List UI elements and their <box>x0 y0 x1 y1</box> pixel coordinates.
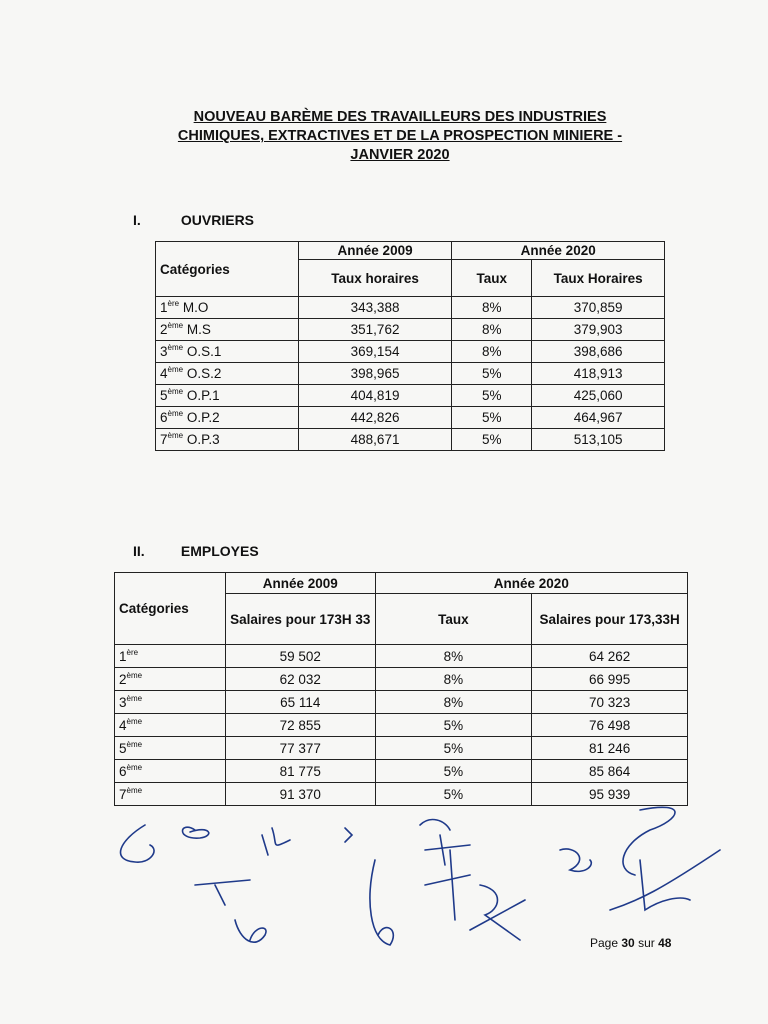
signature-stroke <box>121 825 155 862</box>
category-code: O.P.1 <box>186 388 220 403</box>
cell-value-2009: 62 032 <box>225 668 375 691</box>
category-code: M.S <box>186 322 211 337</box>
header-year-2020: Année 2020 <box>375 573 687 594</box>
cell-taux: 8% <box>452 297 532 319</box>
category-code: O.S.1 <box>186 344 222 359</box>
table-row <box>115 645 688 668</box>
category-rank-suffix: ème <box>126 785 143 795</box>
cell-value-2020: 66 995 <box>532 668 688 691</box>
cell-taux: 8% <box>375 691 532 714</box>
table-row <box>115 714 688 737</box>
category-rank: 1 <box>119 648 127 664</box>
employes-table <box>114 572 688 806</box>
category-rank: 3 <box>119 694 127 710</box>
category-rank-suffix: ère <box>126 647 139 657</box>
document-title <box>130 108 670 165</box>
cell-value-2020: 81 246 <box>532 737 688 760</box>
table-row <box>156 407 665 429</box>
title-line-3: JANVIER 2020 <box>350 147 450 163</box>
category-rank-suffix: ème <box>167 431 184 440</box>
table-row <box>115 691 688 714</box>
section-title: OUVRIERS <box>180 212 255 228</box>
header-salaires-2020: Salaires pour 173,33H <box>532 594 688 645</box>
signature-stroke <box>370 860 393 945</box>
cell-value-2020: 398,686 <box>532 341 665 363</box>
section-number: I. <box>133 212 141 228</box>
cell-taux: 8% <box>375 645 532 668</box>
header-categories: Catégories <box>115 573 226 645</box>
page-total: 48 <box>658 936 672 950</box>
cell-value-2009: 369,154 <box>298 341 452 363</box>
cell-value-2020: 70 323 <box>532 691 688 714</box>
cell-category <box>156 407 299 429</box>
cell-value-2009: 59 502 <box>225 645 375 668</box>
cell-value-2009: 65 114 <box>225 691 375 714</box>
section-employes-heading <box>133 543 259 559</box>
cell-taux: 5% <box>452 385 532 407</box>
page-separator: sur <box>638 936 655 950</box>
table-row <box>115 668 688 691</box>
cell-category <box>115 714 226 737</box>
cell-value-2020: 464,967 <box>532 407 665 429</box>
category-rank-suffix: ème <box>126 739 143 749</box>
category-code: O.S.2 <box>186 366 222 381</box>
cell-category <box>115 737 226 760</box>
category-rank: 6 <box>119 763 127 779</box>
cell-category <box>156 363 299 385</box>
category-rank-suffix: ème <box>167 387 184 396</box>
signature-stroke <box>610 850 720 910</box>
page-number <box>590 936 671 950</box>
category-rank-suffix: ème <box>126 670 143 680</box>
table-row <box>115 760 688 783</box>
header-categories: Catégories <box>156 242 299 297</box>
signature-stroke <box>420 820 470 865</box>
category-rank-suffix: ème <box>167 365 184 374</box>
cell-value-2020: 95 939 <box>532 783 688 806</box>
signature-stroke <box>345 828 352 842</box>
section-number: II. <box>133 543 145 559</box>
category-code: O.P.3 <box>186 432 220 447</box>
category-rank: 4 <box>160 366 168 381</box>
section-ouvriers-heading <box>133 212 254 228</box>
cell-value-2009: 398,965 <box>298 363 452 385</box>
cell-value-2020: 379,903 <box>532 319 665 341</box>
category-rank-suffix: ème <box>126 762 143 772</box>
cell-taux: 5% <box>375 783 532 806</box>
header-taux: Taux <box>375 594 532 645</box>
table-header-row <box>115 573 688 594</box>
table-row <box>156 319 665 341</box>
category-rank-suffix: ère <box>167 299 180 308</box>
cell-value-2020: 425,060 <box>532 385 665 407</box>
category-rank-suffix: ème <box>126 716 143 726</box>
cell-taux: 8% <box>452 319 532 341</box>
section-title: EMPLOYES <box>180 543 259 559</box>
cell-category <box>115 645 226 668</box>
signature-stroke <box>262 828 290 855</box>
cell-taux: 5% <box>375 737 532 760</box>
header-year-2020: Année 2020 <box>452 242 665 260</box>
cell-value-2020: 64 262 <box>532 645 688 668</box>
cell-category <box>156 341 299 363</box>
category-rank: 5 <box>119 740 127 756</box>
cell-value-2009: 77 377 <box>225 737 375 760</box>
category-rank: 5 <box>160 388 168 403</box>
category-rank: 2 <box>119 671 127 687</box>
cell-value-2009: 91 370 <box>225 783 375 806</box>
cell-category <box>156 319 299 341</box>
category-code: M.O <box>182 300 209 315</box>
cell-taux: 8% <box>452 341 532 363</box>
category-rank: 3 <box>160 344 168 359</box>
cell-taux: 8% <box>375 668 532 691</box>
cell-category <box>156 385 299 407</box>
table-row <box>156 297 665 319</box>
cell-taux: 5% <box>452 363 532 385</box>
signature-stroke <box>425 850 470 920</box>
cell-value-2009: 343,388 <box>298 297 452 319</box>
cell-value-2009: 488,671 <box>298 429 452 451</box>
ouvriers-table <box>155 241 665 451</box>
cell-taux: 5% <box>375 760 532 783</box>
header-taux-horaires-2020: Taux Horaires <box>532 260 665 297</box>
cell-value-2020: 370,859 <box>532 297 665 319</box>
category-rank: 4 <box>119 717 127 733</box>
header-taux: Taux <box>452 260 532 297</box>
cell-value-2009: 351,762 <box>298 319 452 341</box>
category-code: O.P.2 <box>186 410 220 425</box>
cell-value-2009: 442,826 <box>298 407 452 429</box>
table-row <box>156 385 665 407</box>
cell-taux: 5% <box>452 429 532 451</box>
category-rank-suffix: ème <box>126 693 143 703</box>
signature-stroke <box>195 880 250 905</box>
signature-stroke <box>183 827 209 838</box>
page-prefix: Page <box>590 936 619 950</box>
signature-stroke <box>470 885 525 940</box>
cell-category <box>115 668 226 691</box>
cell-category <box>156 429 299 451</box>
title-line-1: NOUVEAU BARÈME DES TRAVAILLEURS DES INDUSTRIES <box>193 109 607 125</box>
title-line-2: CHIMIQUES, EXTRACTIVES ET DE LA PROSPECTION MINIERE - <box>177 128 623 144</box>
cell-value-2020: 418,913 <box>532 363 665 385</box>
signature-stroke <box>235 920 266 942</box>
category-rank-suffix: ème <box>167 321 184 330</box>
cell-value-2020: 85 864 <box>532 760 688 783</box>
cell-value-2009: 72 855 <box>225 714 375 737</box>
table-header-row <box>156 242 665 260</box>
cell-value-2009: 404,819 <box>298 385 452 407</box>
header-year-2009: Année 2009 <box>225 573 375 594</box>
header-salaires-2009: Salaires pour 173H 33 <box>225 594 375 645</box>
header-taux-horaires-2009: Taux horaires <box>298 260 452 297</box>
table-row <box>156 363 665 385</box>
signature-stroke <box>560 849 591 871</box>
cell-category <box>156 297 299 319</box>
category-rank: 7 <box>160 432 168 447</box>
cell-taux: 5% <box>452 407 532 429</box>
category-rank-suffix: ème <box>167 343 184 352</box>
cell-value-2009: 81 775 <box>225 760 375 783</box>
page-current: 30 <box>621 936 635 950</box>
cell-value-2020: 513,105 <box>532 429 665 451</box>
header-year-2009: Année 2009 <box>298 242 452 260</box>
table-row <box>115 737 688 760</box>
category-rank: 7 <box>119 786 127 802</box>
cell-value-2020: 76 498 <box>532 714 688 737</box>
category-rank: 2 <box>160 322 168 337</box>
cell-category <box>115 760 226 783</box>
cell-taux: 5% <box>375 714 532 737</box>
category-rank: 1 <box>160 300 168 315</box>
table-row <box>156 429 665 451</box>
category-rank-suffix: ème <box>167 409 184 418</box>
table-row <box>156 341 665 363</box>
category-rank: 6 <box>160 410 168 425</box>
cell-category <box>115 691 226 714</box>
signature-stroke <box>623 807 675 875</box>
